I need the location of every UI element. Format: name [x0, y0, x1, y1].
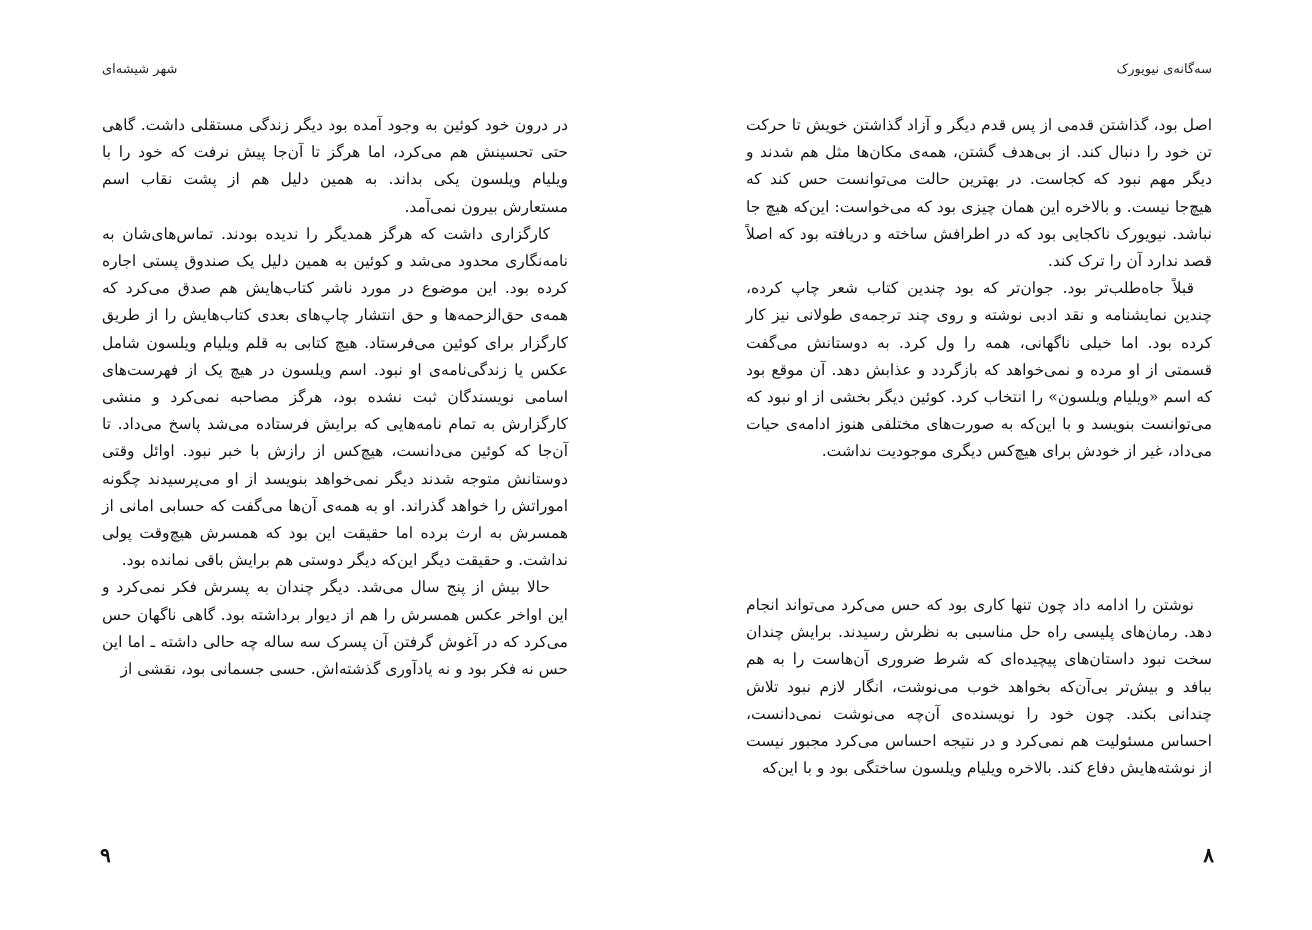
right-page-number: ۸ — [1203, 843, 1214, 867]
right-page — [656, 0, 1312, 930]
right-paragraph-3: نوشتن را ادامه داد چون تنها کاری بود که حس می‌کرد می‌تواند انجام دهد. رمان‌های پلیسی راه حل مناسبی به نظرش رسیدند. برایش چندان سخت نبود داستان‌های پیچیده‌ای که شرط ضروری آن‌هاست را به هم ببافد و بیش‌تر بی‌آن‌که بخواهد خوب می‌نوشت، انگار لازم نبود تلاش چندانی بکند. چون خود را نویسنده‌ی آن‌چه می‌نوشت نمی‌دانست، احساس مسئولیت هم نمی‌کرد و در نتیجه احساس می‌کرد مجبور نیست از نوشته‌هایش دفاع کند. بالاخره ویلیام ویلسون ساختگی بود و با این‌که — [746, 596, 1212, 778]
right-running-head: سه‌گانه‌ی نیویورک — [1116, 62, 1212, 77]
left-running-head: شهر شیشه‌ای — [102, 62, 178, 77]
left-body-text — [102, 112, 568, 683]
right-body-text-top — [746, 112, 1212, 466]
left-paragraph-2: کارگزاری داشت که هرگز همدیگر را ندیده بودند. تماس‌های‌شان به نامه‌نگاری محدود می‌شد و کوئین به همین دلیل یک صندوق پستی اجاره کرده بود. این موضوع در مورد ناشر کتاب‌هایش هم صدق می‌کرد که همه‌ی حق‌الزحمه‌ها و حق انتشار چاپ‌های بعدی کتاب‌هایش را از طریق کارگزار برای کوئین می‌فرستاد. هیچ کتابی به قلم ویلیام ویلسون شامل عکس یا زندگی‌نامه‌ی او نبود. اسم ویلسون در هیچ یک از فهرست‌های اسامی نویسندگان ثبت نشده بود، هرگز مصاحبه نمی‌کرد و منشی کارگزارش به تمام نامه‌هایی که برایش فرستاده می‌شد پاسخ می‌داد. تا آن‌جا که کوئین می‌دانست، هیچ‌کس از رازش با خبر نبود. اوائل وقتی دوستانش متوجه شدند دیگر نمی‌خواهد بنویسد از او می‌پرسیدند چگونه اموراتش را خواهد گذراند. او به همه‌ی آن‌ها می‌گفت که حسابی امانی از همسرش به ارث برده اما حقیقت این بود که همسرش هیچ‌وقت پولی نداشت. و حقیقت دیگر این‌که دیگر دوستی هم برایش باقی نمانده بود. — [102, 224, 568, 570]
left-page-number: ۹ — [100, 843, 111, 867]
right-paragraph-2: قبلاً جاه‌طلب‌تر بود. جوان‌تر که بود چندین کتاب شعر چاپ کرده، چندین نمایشنامه و نقد ادبی نوشته و روی چند ترجمه‌ی طولانی نیز کار کرده بود. اما خیلی ناگهانی، همه را ول کرد. به دوستانش می‌گفت قسمتی از او مرده و نمی‌خواهد که بازگردد و عذابش دهد. آن موقع بود که اسم «ویلیام ویلسون» را انتخاب کرد. کوئین دیگر بخشی از او نبود که می‌توانست بنویسد و با این‌که به صورت‌های مختلفی هنوز ادامه‌ی حیات می‌داد، غیر از خودش برای هیچ‌کس دیگری موجودیت نداشت. — [746, 279, 1212, 461]
right-body-text-bottom — [746, 592, 1212, 782]
left-paragraph-3: حالا بیش از پنج سال می‌شد. دیگر چندان به پسرش فکر نمی‌کرد و این اواخر عکس همسرش را هم از دیوار برداشته بود. گاهی ناگهان حس می‌کرد که در آغوش گرفتن آن پسرک سه ساله چه حالی داشته ـ اما این حس نه فکر بود و نه یادآوری گذشته‌اش. حسی جسمانی بود، نقشی از — [102, 578, 568, 679]
left-paragraph-1: در درون خود کوئین به وجود آمده بود دیگر زندگی مستقلی داشت. گاهی حتی تحسینش هم می‌کرد، اما هرگز تا آن‌جا پیش نرفت که خود را با ویلیام ویلسون یکی بداند. به همین دلیل هم از پشت نقاب اسم مستعارش بیرون نمی‌آمد. — [102, 116, 568, 216]
right-paragraph-1: اصل بود، گذاشتن قدمی از پس قدم دیگر و آزاد گذاشتن خویش تا حرکت تن خود را دنبال کند. از بی‌هدف گشتن، همه‌ی مکان‌ها مثل هم شدند و دیگر مهم نبود که کجاست. در بهترین حالت می‌توانست حس کند که هیچ‌جا نیست. و بالاخره این همان چیزی بود که می‌خواست: این‌که هیچ جا نباشد. نیویورک ناکجایی بود که در اطرافش ساخته و دریافته بود که اصلاً قصد ندارد آن را ترک کند. — [746, 116, 1212, 271]
